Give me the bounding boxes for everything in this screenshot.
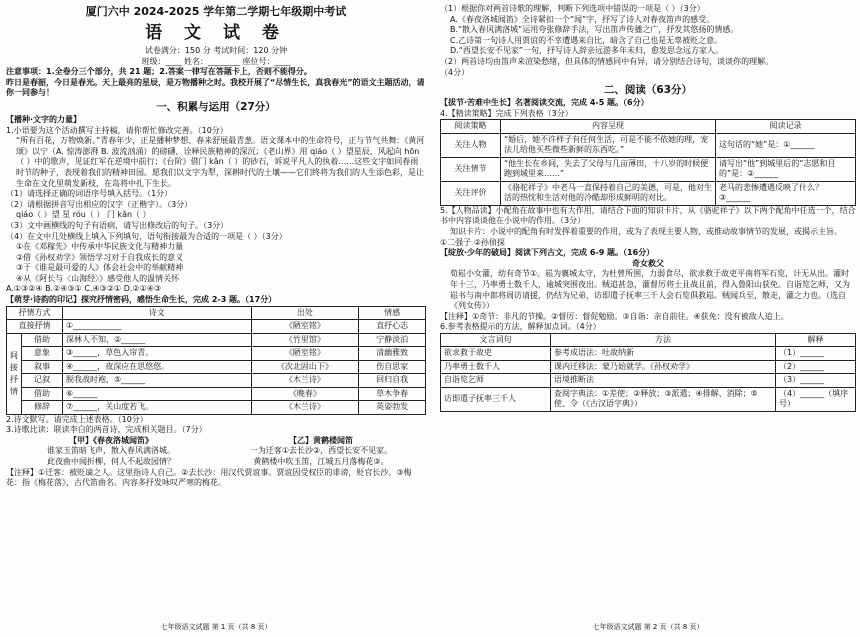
table-cell: 借助 <box>22 387 63 401</box>
table-cell: “婚后，她不许样子有任何生活，可是不能不依她的理，宠法儿给他买些微些新鲜的东西吃。” <box>501 133 716 157</box>
poem-title: 【乙】黄鹤楼闻笛 <box>289 435 353 445</box>
table-cell: （2）______ <box>776 360 856 374</box>
choice-c: C.乙诗第一句诗人用贾谊的不幸遭遇来自比，暗含了自己也是无辜被贬之意。 <box>450 35 723 45</box>
poem-line: 一为迁客①去长沙②，西望长安不见家。 <box>249 446 393 456</box>
table-cell: 乃率勇士数千人 <box>441 360 551 374</box>
article-title: 奇女救父 <box>632 258 664 268</box>
notice: 注意事项：1.全卷分三个部分，共 21 题；2.答案一律写在答题卡上，否则不能得分。 <box>6 67 312 77</box>
classical-table <box>440 333 856 412</box>
table-cell: 叙事 <box>22 360 63 374</box>
table-header: 抒情方式 <box>7 306 63 320</box>
reading-table <box>440 119 856 206</box>
table-cell: 这句话的“她”是：①______ <box>716 133 856 157</box>
table-cell: ⑥______ <box>63 387 251 401</box>
table-cell: 深林人不知，②______ <box>63 333 251 347</box>
choice-a: A.《春夜洛城闻笛》全诗紧扣一个“闻”字，抒写了诗人对春夜笛声的感受。 <box>450 14 715 24</box>
choice-b: B.“散入春风满洛城”运用夸张修辞手法，写出笛声传播之广，抒发其悠扬的情感。 <box>450 25 739 35</box>
table-cell: 脱我战时袍，⑤______ <box>63 374 251 388</box>
table-cell: ⑦______，关山度若飞。 <box>63 401 251 415</box>
table-cell: 直接抒情 <box>7 320 63 334</box>
table-cell: 欲求救于故吏 <box>441 347 551 361</box>
option-line: ②借《孙权劝学》领悟学习对于自我成长的意义 <box>16 252 184 262</box>
article-text: 荀崧小女灌，幼有奇节①。崧为襄城太守，为杜曾所围，力弱食尽，欲求救于故吏平南将军石览，计无从出。灌时年十三，乃率勇士数千人，逾城突围夜出。贼追甚急，灌督厉将士且战且前，得入鲁阳山获免。自诣览乞师，又为崧书与南中郎将周访请援，仍结为兄弟，访即遣子抚率三千人会石览俱救崧。贼闻兵至，散走，灌之力也。（选自《列女传》） <box>450 269 850 311</box>
table-header: 方法 <box>551 333 776 347</box>
table-cell: 关注评价 <box>441 181 501 205</box>
table-cell: 宁静淡泊 <box>359 333 426 347</box>
poem-notes: 【注释】①迁客：被贬谪之人。这里指诗人自己。②去长沙：用汉代贾谊事。贾谊因受权臣的诽谤，贬官长沙。③梅花：指《梅花落》，古代笛曲名。内容多抒发咏叹严寒的梅花。 <box>6 467 412 488</box>
choice-d: D.“西望长安不见家”一句，抒写诗人辞亲远游多年未归，愈发思念远方家人。 <box>450 46 723 56</box>
table-cell: 老马的悲惨遭遇反映了什么？③______ <box>716 181 856 205</box>
table-cell: 关注情节 <box>441 157 501 181</box>
table-cell: 伤自思家 <box>359 360 426 374</box>
table-cell: （4）______（填序号） <box>776 387 856 411</box>
knowledge-card: 知识卡片：小说中的配角有时发挥着重要的作用，或为了表现主要人物，或推动故事情节的发展，或揭示主旨。 <box>450 227 842 237</box>
article-notes: 【注释】①奇节：非凡的节操。②督厉：督促勉励。③自诣：亲自前往。④获免：没有被敌人追上。 <box>440 311 789 321</box>
option-line: ①在《邓稼先》中传承中华民族文化与精神力量 <box>16 242 184 252</box>
passage-1: “所有百花，万物焕新。”青春年少，正是播种梦想、春来舒展最青葱。语文课本中的生命符号，正与节气共舞：《黄河颂》以宁（A. 惊涛澎湃 B. 波流汹涌）的磅礴，诠释民族精神的深沉；《老山界》用 qiáo（ ）望星辰、风起向 hōn（ ）中的歌声，见证红军在逆境中前行；《台阶》借门 kǎn（ ）的砂石，诉说平凡人的执着……这些文字如同春雨时节的种子，表现着我们的精神田园。愿我们以文字为犁，深耕时代的土壤——它们终将为我们的人生添色彩，是让生命在文化里萌发新枝，在岛将中扎下生长。 <box>16 136 425 188</box>
table-cell: 《木兰诗》 <box>251 374 359 388</box>
question-5: 5.【人物品读】小配角在故事中也有大作用，请结合下面的知识卡片，从《骆驼祥子》以下两个配角中任选一个，结合书中内容谈谈他在小说中的作用。（3分） <box>440 205 856 226</box>
question-1-2: （2）请根据拼音写出相应的汉字（正楷字）。（3分） <box>6 199 193 209</box>
poems <box>6 436 426 468</box>
table-cell: 自诣览乞师 <box>441 374 551 388</box>
pinyin-line: qiáo（ ）望 星 róu（ ） 门 kǎn（ ） <box>16 210 151 220</box>
poetry-table <box>6 306 426 415</box>
question-6: 6.参考表格提示的方法，解释加点词。（4分） <box>440 322 601 332</box>
question-3-1: （1）根据你对两首诗歌的理解，判断下列选项中错误的一项是（ ）（3分） <box>440 4 705 13</box>
table-cell: 《竹里馆》 <box>251 333 359 347</box>
table-cell: ④______，夜深应在思悠悠。 <box>63 360 251 374</box>
exam-header: 厦门六中 2024-2025 学年第二学期七年级期中考试 <box>85 5 347 18</box>
table-cell: 借助 <box>22 333 63 347</box>
section-1-title: 一、积累与运用（27分） <box>156 100 276 113</box>
table-cell: 《骆驼祥子》中老马一直保持着自己的美德，可是，他对生活的热忱和生活对他的冷酷却形成鲜明的对比。 <box>501 181 716 205</box>
table-cell: 《木兰诗》 <box>251 401 359 415</box>
poem-a <box>6 436 216 468</box>
intro: 昨日是春韶，今日是春光。天上最亮的星辰，是万物播种之时。我校开展了“尽情生长，真我春光”的语文主题活动，请你一同参与！ <box>6 77 425 98</box>
poem-title: 【甲】《春夜洛城闻笛》 <box>69 435 153 445</box>
table-cell: 草木争春 <box>359 387 426 401</box>
table-cell: 《陋室铭》 <box>251 347 359 361</box>
page-left <box>6 4 426 634</box>
option-line: ③于《谁是最可爱的人》体会社会中的举献精神 <box>16 263 184 273</box>
subsection-title: 【播种·文字的力量】 <box>6 114 82 124</box>
table-header: 诗文 <box>63 306 251 320</box>
poem-line: 谁家玉笛暗飞声，散入春风满洛城。 <box>47 446 175 456</box>
poem-line: 此夜曲中闻折柳，何人不起故园情？ <box>47 457 175 467</box>
question-1: 1.小语要为这个活动撰写主持稿，请你帮忙修改完善。（10分） <box>6 125 228 135</box>
option-line: ④从《阿长与〈山海经〉》感受他人的温情关怀 <box>16 273 180 283</box>
table-cell: 直抒心志 <box>359 320 426 334</box>
table-header: 阅读策略 <box>441 120 501 134</box>
student-info: 班级：____ 姓名：________ 座位号：____ <box>141 56 291 66</box>
table-cell: 参考成语法：吐故纳新 <box>551 347 776 361</box>
table-cell: 间接抒情 <box>7 333 22 414</box>
table-cell: 《次北固山下》 <box>251 360 359 374</box>
table-cell: 记叙 <box>22 374 63 388</box>
table-cell: 查阅字典法：①差使；②释放；③派遣；④排解、消除；⑤使、令（《古汉语字典》） <box>551 387 776 411</box>
poem-b <box>216 436 426 468</box>
question-1-4: （4）在文中几处横线上填入下列填句，语句衔接最为合适的一项是（ ）（3分） <box>6 231 287 241</box>
exam-info: 试卷满分：150 分 考试时间：120 分钟 <box>144 46 288 55</box>
table-cell: 清幽雅致 <box>359 347 426 361</box>
table-header: 解释 <box>776 333 856 347</box>
question-3: 3.诗歌比读：联读李白的两首诗，完成相关题目。（7分） <box>6 425 207 435</box>
table-cell: 《晚春》 <box>251 387 359 401</box>
table-cell: 访即遣子抚率三千人 <box>441 387 551 411</box>
subsection-title: 【萌芽·诗韵的印记】探究抒情密码，感悟生命生长，完成 2-3 题。（17分） <box>6 295 277 305</box>
table-header: 内容呈现 <box>501 120 716 134</box>
page-footer: 七年级语文试题 第 1 页（共 8 页） <box>160 623 272 631</box>
subject-title: 语 文 试 卷 <box>145 23 287 43</box>
table-cell: （3）______ <box>776 374 856 388</box>
table-cell: 意象 <box>22 347 63 361</box>
table-cell: ③______，草色入帘青。 <box>63 347 251 361</box>
question-2: 2.诗文默写。请完成上述表格。（10分） <box>6 414 148 424</box>
table-header: 情感 <box>359 306 426 320</box>
score-note: （4分） <box>440 67 470 77</box>
table-cell: ①____________ <box>63 320 251 334</box>
table-cell: （1）______ <box>776 347 856 361</box>
table-cell: 课内迁移法：蒙乃始就学。《孙权劝学》 <box>551 360 776 374</box>
table-header: 文言词句 <box>441 333 551 347</box>
question-1-3: （3）文中画横线的句子有语病，请写出修改后的句子。（3分） <box>6 220 229 230</box>
table-header: 出处 <box>251 306 359 320</box>
question-4: 4.【精读策略】完成下列表格（3分） <box>440 108 573 118</box>
table-cell: 语境推断法 <box>551 374 776 388</box>
table-header: 阅读记录 <box>716 120 856 134</box>
table-cell: 英姿勃发 <box>359 401 426 415</box>
character-options: ①二强子 ②孙侦探 <box>440 237 505 247</box>
question-3-2: （2）两首诗均由笛声来渲染愁绪，但具体的情感同中有异，请分别结合诗句，谈谈你的理解。 <box>440 56 774 66</box>
question-1-1: （1）请选择正确的词语序号填入括号。（1分） <box>6 189 173 199</box>
page-right <box>440 4 856 634</box>
answer-options: A.①③②④ B.②④③① C.④③②① D.②①④③ <box>6 284 162 294</box>
table-cell: 回归自我 <box>359 374 426 388</box>
page-footer: 七年级语文试题 第 2 页（共 8 页） <box>592 623 704 631</box>
subsection-title: 【拔节·苦难中生长】名著阅读交流，完成 4-5 题。（6分） <box>440 98 649 108</box>
table-cell: “他生长在乡间，失去了父母与几亩薄田，十八岁的时候便跑到城里来……” <box>501 157 716 181</box>
table-cell: 修辞 <box>22 401 63 415</box>
subsection-title: 【绽放·少年的破局】阅读下列古文，完成 6-9 题。（16分） <box>440 248 655 258</box>
poem-line: 黄鹤楼中吹玉笛，江城五月落梅花③。 <box>253 457 389 467</box>
section-2-title: 二、阅读（63分） <box>603 84 693 97</box>
table-cell: 《陋室铭》 <box>251 320 359 334</box>
table-cell: 关注人物 <box>441 133 501 157</box>
table-cell: 请写出“他”到城里后的“志愿和目的”是：②______ <box>716 157 856 181</box>
